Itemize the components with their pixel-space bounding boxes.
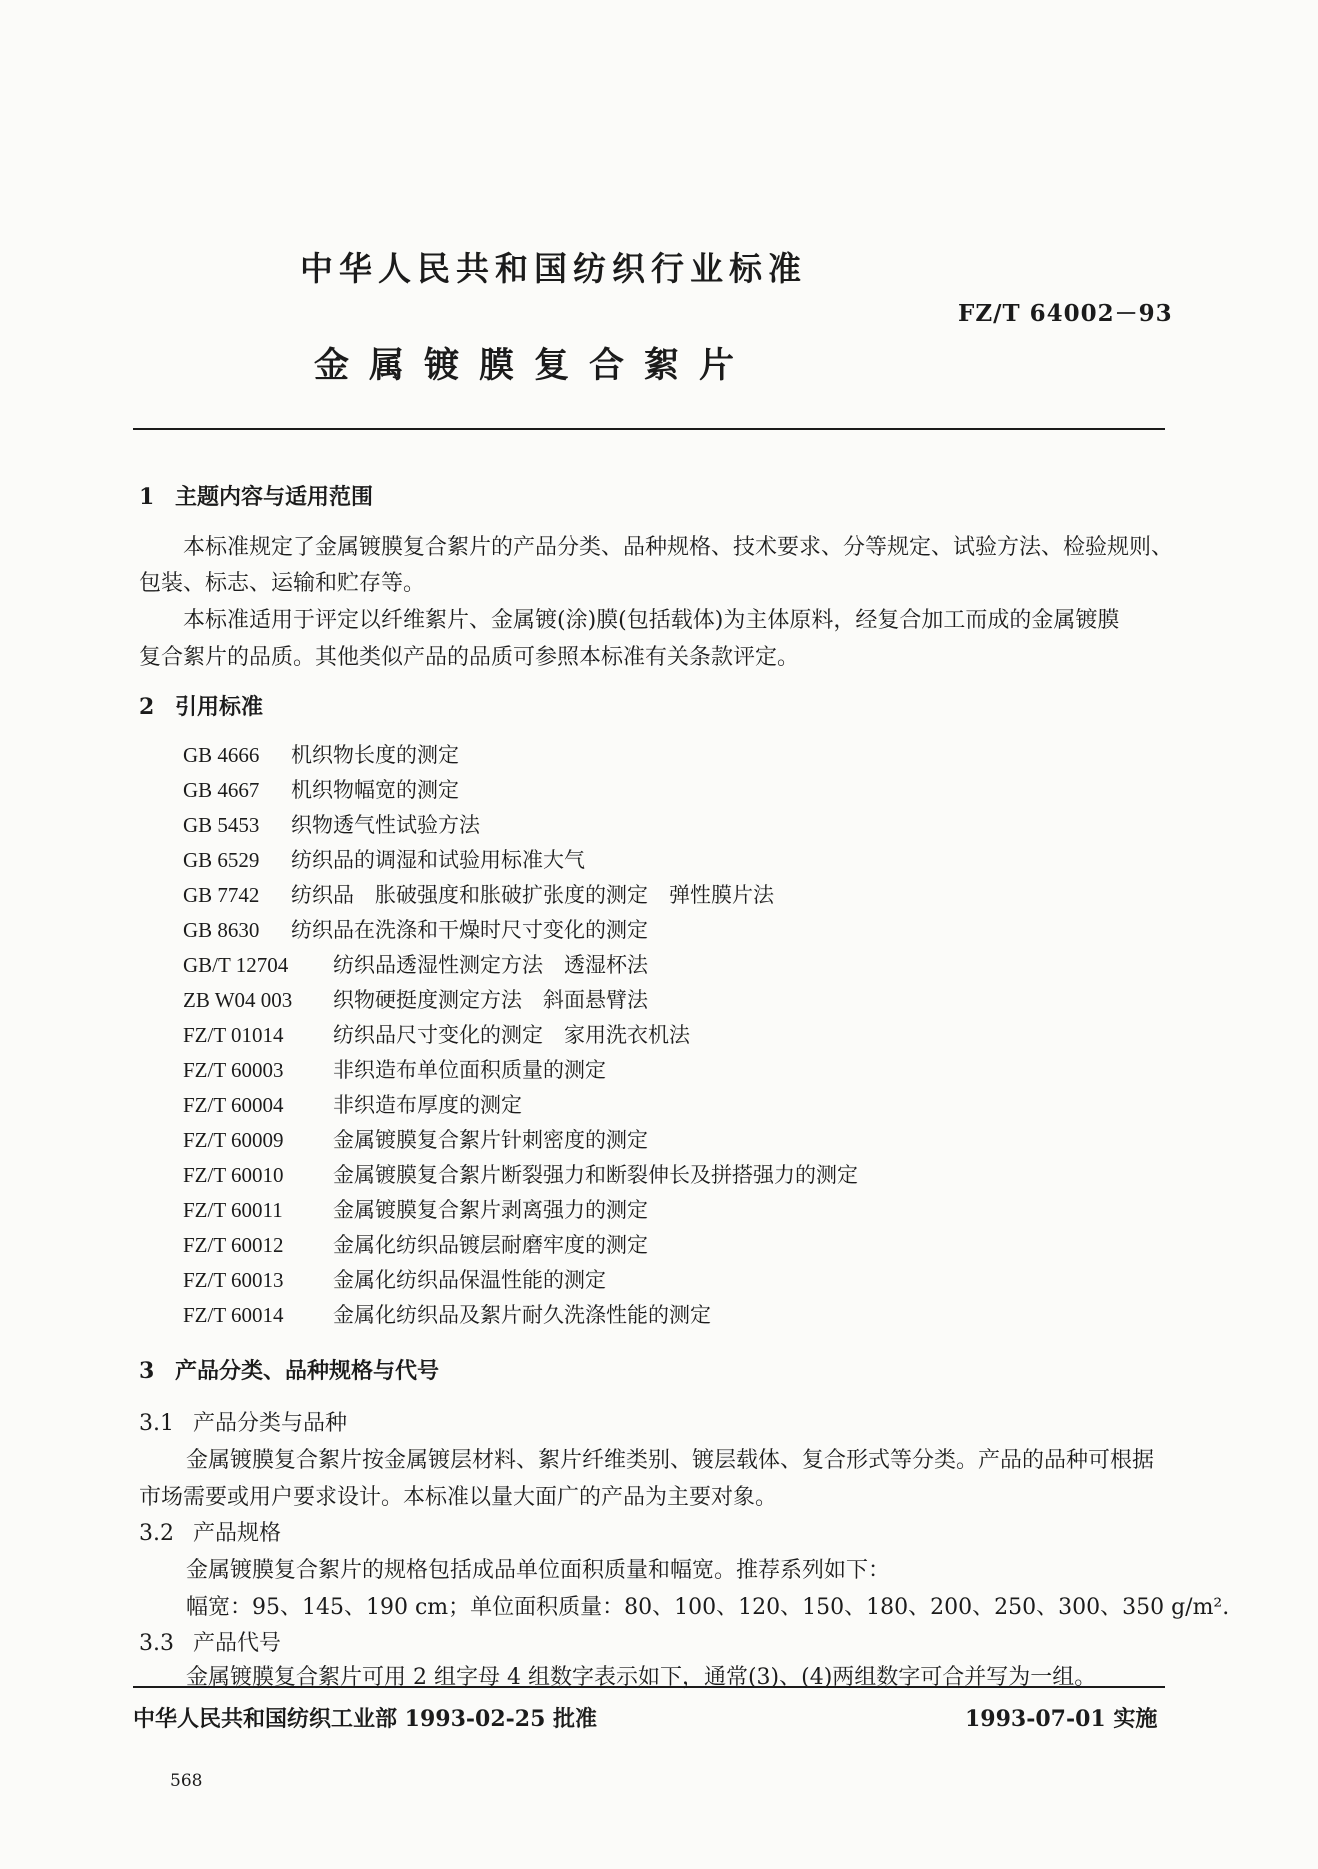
section-3-heading: [139, 1354, 439, 1385]
reference-row: [183, 1053, 1003, 1088]
reference-code: FZ/T 60011: [183, 1198, 283, 1222]
reference-title: 金属镀膜复合絮片断裂强力和断裂伸长及拼搭强力的测定: [333, 1163, 858, 1187]
reference-code: GB 4667: [183, 778, 260, 802]
section-number: 1: [139, 484, 155, 510]
paragraph-line: 金属镀膜复合絮片可用 2 组字母 4 组数字表示如下，通常(3)、(4)两组数字可合并写为一组。: [186, 1665, 1097, 1690]
reference-row: [183, 983, 1003, 1018]
reference-code: GB 8630: [183, 918, 260, 942]
approval-statement: 中华人民共和国纺织工业部 1993-02-25 批准: [133, 1706, 598, 1732]
subsection-3-1-heading: [139, 1406, 347, 1437]
reference-code: FZ/T 60012: [183, 1233, 284, 1257]
paragraph-line: 幅宽：95、145、190 cm；单位面积质量：80、100、120、150、180、200、250、300、350 g/m².: [186, 1595, 1230, 1620]
reference-code: FZ/T 01014: [183, 1023, 284, 1047]
reference-code: ZB W04 003: [183, 988, 293, 1012]
reference-row: [183, 738, 1003, 773]
reference-title: 金属镀膜复合絮片剥离强力的测定: [333, 1198, 648, 1222]
paragraph-line: 复合絮片的品质。其他类似产品的品质可参照本标准有关条款评定。: [139, 645, 800, 670]
reference-row: [183, 1193, 1003, 1228]
subsection-number: 3.1: [139, 1411, 174, 1436]
reference-title: 纺织品尺寸变化的测定 家用洗衣机法: [333, 1023, 690, 1047]
reference-row: [183, 1158, 1003, 1193]
reference-row: [183, 1018, 1003, 1053]
reference-title: 织物硬挺度测定方法 斜面悬臂法: [333, 988, 648, 1012]
reference-title: 机织物长度的测定: [291, 743, 459, 767]
paragraph-line: 本标准适用于评定以纤维絮片、金属镀(涂)膜(包括载体)为主体原料，经复合加工而成的金属镀膜: [183, 608, 1120, 633]
reference-row: [183, 1228, 1003, 1263]
reference-row: [183, 808, 1003, 843]
section-number: 3: [139, 1358, 155, 1384]
header-divider: [133, 428, 1165, 430]
reference-code: GB 5453: [183, 813, 260, 837]
reference-title: 织物透气性试验方法: [291, 813, 480, 837]
paragraph-line: 包装、标志、运输和贮存等。: [139, 571, 426, 596]
section-2-heading: [139, 690, 263, 721]
footer-divider: [133, 1686, 1165, 1688]
paragraph-line: 金属镀膜复合絮片按金属镀层材料、絮片纤维类别、镀层载体、复合形式等分类。产品的品种可根据: [186, 1448, 1155, 1473]
section-heading-text: 产品分类、品种规格与代号: [175, 1358, 440, 1384]
reference-code: FZ/T 60004: [183, 1093, 284, 1117]
implementation-date: 1993-07-01 实施: [965, 1706, 1158, 1732]
reference-row: [183, 1263, 1003, 1298]
reference-title: 纺织品 胀破强度和胀破扩张度的测定 弹性膜片法: [291, 883, 774, 907]
reference-title: 金属化纺织品及絮片耐久洗涤性能的测定: [333, 1303, 711, 1327]
reference-row: [183, 913, 1003, 948]
reference-title: 非织造布单位面积质量的测定: [333, 1058, 606, 1082]
subsection-3-3-heading: [139, 1626, 281, 1657]
reference-row: [183, 843, 1003, 878]
paragraph-line: 金属镀膜复合絮片的规格包括成品单位面积质量和幅宽。推荐系列如下：: [186, 1558, 891, 1583]
reference-title: 纺织品透湿性测定方法 透湿杯法: [333, 953, 648, 977]
reference-title: 金属化纺织品镀层耐磨牢度的测定: [333, 1233, 648, 1257]
section-heading-text: 引用标准: [175, 694, 264, 720]
reference-title: 纺织品的调湿和试验用标准大气: [291, 848, 585, 872]
reference-title: 纺织品在洗涤和干燥时尺寸变化的测定: [291, 918, 648, 942]
reference-title: 非织造布厚度的测定: [333, 1093, 522, 1117]
reference-row: [183, 1123, 1003, 1158]
section-1-heading: [139, 480, 373, 511]
reference-row: [183, 878, 1003, 913]
reference-row: [183, 1298, 1003, 1333]
reference-code: FZ/T 60010: [183, 1163, 284, 1187]
reference-row: [183, 948, 1003, 983]
reference-code: FZ/T 60003: [183, 1058, 284, 1082]
reference-title: 金属镀膜复合絮片针刺密度的测定: [333, 1128, 648, 1152]
paragraph-line: 市场需要或用户要求设计。本标准以量大面广的产品为主要对象。: [139, 1485, 778, 1510]
reference-code: GB/T 12704: [183, 953, 289, 977]
section-heading-text: 主题内容与适用范围: [175, 484, 374, 510]
reference-list: [183, 738, 1003, 1333]
reference-row: [183, 773, 1003, 808]
section-number: 2: [139, 694, 155, 720]
subsection-number: 3.2: [139, 1521, 174, 1546]
reference-code: GB 4666: [183, 743, 260, 767]
subsection-heading-text: 产品分类与品种: [193, 1411, 348, 1436]
page-number: 568: [170, 1771, 203, 1791]
subsection-number: 3.3: [139, 1631, 174, 1656]
reference-code: FZ/T 60014: [183, 1303, 284, 1327]
subsection-3-2-heading: [139, 1516, 281, 1547]
subsection-heading-text: 产品规格: [193, 1521, 282, 1546]
reference-title: 金属化纺织品保温性能的测定: [333, 1268, 606, 1292]
standard-number: FZ/T 64002－93: [958, 300, 1173, 327]
subsection-heading-text: 产品代号: [193, 1631, 282, 1656]
reference-code: FZ/T 60013: [183, 1268, 284, 1292]
reference-code: GB 6529: [183, 848, 260, 872]
reference-row: [183, 1088, 1003, 1123]
reference-code: GB 7742: [183, 883, 260, 907]
paragraph-line: 本标准规定了金属镀膜复合絮片的产品分类、品种规格、技术要求、分等规定、试验方法、检验规则、: [183, 535, 1174, 560]
reference-code: FZ/T 60009: [183, 1128, 284, 1152]
reference-title: 机织物幅宽的测定: [291, 778, 459, 802]
standard-title: 中华人民共和国纺织行业标准: [300, 249, 807, 288]
document-title: 金属镀膜复合絮片: [314, 345, 755, 386]
